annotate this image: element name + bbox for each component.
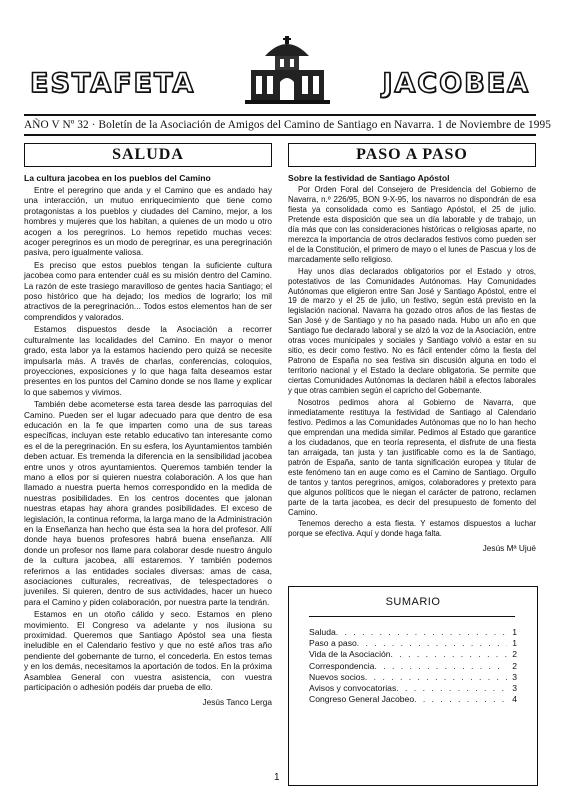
- sumario-item: [309, 694, 517, 705]
- paso-heading: PASO A PASO: [288, 143, 536, 167]
- sumario-item: [309, 649, 517, 660]
- sumario-item-label: Congreso General Jacobeo: [309, 694, 415, 705]
- sumario-item: [309, 683, 517, 694]
- paso-column: [288, 143, 536, 553]
- sumario-item-page: 3: [512, 671, 517, 682]
- sumario-title: SUMARIO: [385, 596, 441, 608]
- sumario-item: [309, 638, 517, 649]
- sumario-item-page: 1: [512, 627, 517, 637]
- sumario-box: [288, 586, 538, 786]
- saluda-column: [24, 143, 272, 707]
- sumario-item-label: Saluda: [309, 627, 336, 637]
- sumario-item-page: 3: [512, 682, 517, 693]
- sumario-item-label: Correspondencia: [309, 660, 375, 671]
- leader-dots: [336, 627, 507, 638]
- sumario-item-page: 2: [512, 649, 517, 660]
- divider: [24, 114, 536, 116]
- sumario-list: [309, 627, 517, 705]
- paragraph: Nosotros pedimos ahora al Gobierno de Navarra, que inmediatamente restituya la festividad de Santiago al Calendario festivo. Pedimos a las Comunidades Autónomas que no lo han hecho que emprendan una medida similar. Pedimos al Estado que garantice a los ciudadanos, que en teoría representa, el disfrute de una fiesta tan arraigada, tan justa y tan justificable como es la de Santiago, patrón de España, santo de tanta significación europea y titular de este fenómeno tan en auge como es el Camino de Santiago. Orgullo de tantos y tantos peregrinos, amigos, colaboradores y pretexto para que algunos políticos que le niegan el carácter de patrono, reclamen parte de la tarta jacobea, es decir del presupuesto de fomento del Camino.: [288, 398, 536, 517]
- masthead-title-right: JACOBEA: [382, 68, 530, 99]
- church-emblem-icon: [245, 34, 330, 106]
- issue-line: AÑO V Nº 32 · Boletín de la Asociación de Amigos del Camino de Santiago en Navarra. 1 de Noviembre de 1995: [24, 119, 551, 131]
- masthead: [30, 34, 530, 106]
- leader-dots: [374, 661, 507, 672]
- sumario-item-page: 2: [512, 660, 517, 671]
- paragraph: Tenemos derecho a esta fiesta. Y estamos dispuestos a luchar porque se efectiva. Aquí y donde haga falta.: [288, 519, 536, 539]
- leader-dots: [396, 683, 507, 694]
- paragraph: También debe acometerse esta tarea desde las parroquias del Camino. Pueden ser el lugar adecuado para que dentro de esa educación en la fe que imparten como una de sus tareas específicas, incluyan este retablo educativo tan interesante como es el de la peregrinación. En su esfera, los Ayuntamientos también deben actuar. Es tremenda la diferencia en la sensibilidad jacobea entre unos y otros ayuntamientos. Queremos también tender la mano a ellos por si quieren nuestra colaboración. A los que han llamado a nuestra puerta hemos correspondido en la medida de nuestras posibilidades. En los centros docentes que jalonan nuestras etapas hay ahora grandes posibilidades. El exceso de legislación, la continua reforma, la larga mano de la Administración en la Enseñanza han hecho que ésta sea la hora del profesor. Allí donde haya buenos profesores habrá buena enseñanza. Allí donde un profesor nos llame para colaborar desde nuestro ángulo de la cultura jacobea, allí estaremos. Y también podemos referirnos a las entidades sociales diversas: amas de casa, asociaciones culturales, recreativas, de telespectadores o juveniles. Si quieren, dentro de sus actividades, hacer un hueco para el Camino y piden colaboración, por nuestra parte la tendrán.: [24, 399, 272, 607]
- paragraph: Estamos en un otoño cálido y seco. Estamos en pleno movimiento. El Congreso va adelante y nos ilusiona su proximidad. Queremos que Santiago Apóstol sea una fiesta ineludible en el Calendario festivo y que no esté años tras año pendiente del gobernante de turno, el concederla. En estos temas y en los demás, necesitamos la aportación de todos. En la próxima Asamblea General con vuestra asistencia, con vuestra participación o adhesión podéis dar prueba de ello.: [24, 609, 272, 693]
- paragraph: Estamos dispuestos desde la Asociación a recorrer culturalmente las localidades del Camino. En mayor o menor grado, esta labor ya la estamos haciendo pero quizá se necesite impulsarla más. A través de charlas, conferencias, coloquios, proyecciones, exposiciones y lo que haga falta deseamos estar presentes en los puntos del Camino donde se nos llame y explicar lo que sabemos y vivimos.: [24, 324, 272, 397]
- sumario-item-label: Nuevos socios: [309, 671, 365, 682]
- paragraph: Entre el peregrino que anda y el Camino que es andado hay una interacción, un mutuo enriquecimiento que tiene como protagonistas a los pueblos y ciudades del Camino, mejor, a los hombres y mujeres que los habitan, a quienes de un modo u otro acogen a los peregrinos. Lo hemos repetido muchas veces: acoger peregrinos es un modo de peregrinar, es una peregrinación pasiva, pero igualmente valiosa.: [24, 185, 272, 258]
- sumario-item-label: Avisos y convocatorias: [309, 682, 397, 693]
- leader-dots: [414, 694, 507, 705]
- paso-subheading: Sobre la festividad de Santiago Apóstol: [288, 173, 450, 183]
- saluda-signature: Jesús Tanco Lerga: [202, 696, 272, 707]
- sumario-item: [309, 672, 517, 683]
- divider: [24, 134, 536, 136]
- sumario-item-label: Paso a paso: [309, 638, 357, 649]
- leader-dots: [357, 638, 507, 649]
- sumario-item-page: 4: [512, 694, 517, 705]
- sumario-item: [309, 661, 517, 672]
- saluda-heading: SALUDA: [24, 143, 272, 167]
- masthead-title-left: ESTAFETA: [30, 68, 196, 99]
- paragraph: Por Orden Foral del Consejero de Presidencia del Gobierno de Navarra, n.º 226/95, BON 9-X-95, los navarros no dispondrán de esa fiesta ya consolidada como es Santiago Apóstol, el 25 de julio. Pretende esta disposición que sea un día laborable y de trabajo, un día más que con las consideraciones históricas o religiosas aparte, no merezca la importancia de otros declarados festivos como pueden ser el de la Constitución, el primero de mayo o el lunes de Pascua y los de marcadamente sello religioso.: [288, 185, 536, 264]
- sumario-item-page: 1: [512, 638, 517, 649]
- page-number: 1: [274, 772, 280, 783]
- paragraph: Es preciso que estos pueblos tengan la suficiente cultura jacobea como para entender cuál es su misión dentro del Camino. La razón de este trasiego maravilloso de gentes hacia Santiago; el poso histórico que ha dejado; los medios de lograrlo; los mil atractivos de la peregrinación... Todos estos elementos han de ser comprendidos y valorados.: [24, 259, 272, 322]
- saluda-subheading: La cultura jacobea en los pueblos del Camino: [24, 173, 211, 183]
- leader-dots: [365, 672, 507, 683]
- sumario-item: [309, 627, 517, 638]
- sumario-item-label: Vida de la Asociación: [309, 649, 391, 660]
- sumario-divider: [309, 616, 515, 617]
- paso-signature: Jesús Mª Ujué: [482, 543, 536, 554]
- leader-dots: [391, 649, 507, 660]
- paragraph: Hay unos días declarados obligatorios por el Estado y otros, potestativos de las Comunidades Autónomas. Hay Comunidades Autónomas que eligieron entre San José y Santiago Apóstol, entre el 19 de marzo y el 25 de julio, un festivo, según está previsto en la legislación nacional. Navarra ha gozado otros años de las fiestas de San José y de Santiago y no ha pasado nada. Hubo un año en que Santiago fue declarado laboral y se alzó la voz de la Asociación, entre otras voces municipales y sociales y Santiago volvió a estar en su sitio, es decir como festivo. No es fácil entender cómo la fiesta del Patrono de España no sea festiva sin discusión alguna en todo el territorio nacional y el Estado la declare obligatoria. Se permite que ciertas Comunidades Autónomas la declaren hábil a efectos laborales y que otras cambien según el capricho del Gobernante.: [288, 266, 536, 396]
